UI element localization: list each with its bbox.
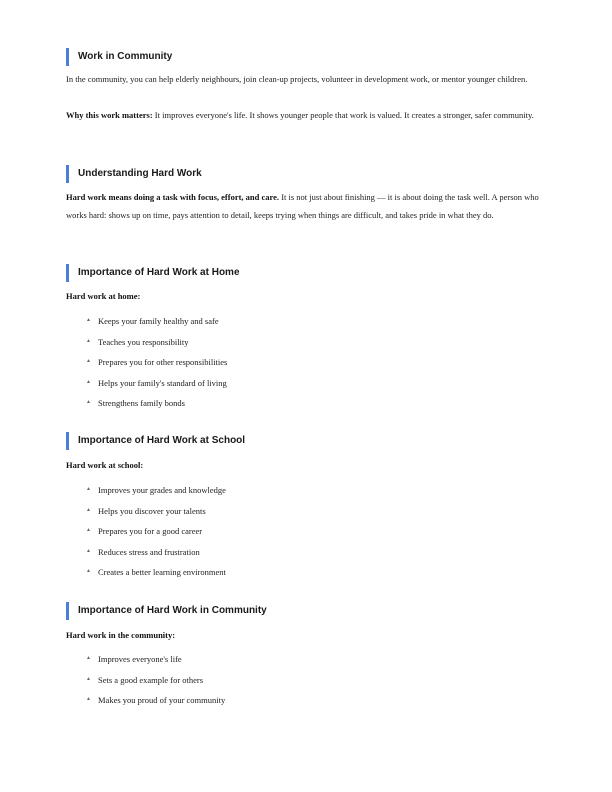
list-item: ▲ Creates a better learning environment: [86, 567, 226, 578]
list-item: ▲ Sets a good example for others: [86, 674, 204, 685]
bullet-list-community: [86, 653, 225, 715]
list-item: ▲ Makes you proud of your community: [86, 695, 226, 706]
triangle-bullet-icon: ▲: [86, 359, 91, 365]
triangle-bullet-icon: ▲: [86, 379, 91, 385]
paragraph-bold-lead: Hard work means doing a task with focus, effort, and care.: [66, 192, 280, 202]
list-item: ▲ Prepares you for other responsibilities: [86, 357, 228, 368]
triangle-bullet-icon: ▲: [86, 507, 91, 513]
paragraph-text: It improves everyone's life. It shows younger people that work is valued. It creates a stronger, safer community.: [152, 110, 534, 120]
list-item: ▲ Improves your grades and knowledge: [86, 485, 226, 495]
list-item: ▲ Helps you discover your talents: [86, 505, 206, 516]
triangle-bullet-icon: ▲: [86, 338, 91, 344]
section-heading-school: Importance of Hard Work at School: [66, 432, 245, 450]
paragraph-hard-work-definition: [66, 188, 548, 224]
list-item: ▲ Reduces stress and frustration: [86, 546, 200, 557]
bullet-list-home: [86, 315, 227, 418]
triangle-bullet-icon: ▲: [86, 676, 91, 682]
list-item: ▲ Strengthens family bonds: [86, 398, 185, 409]
list-item: ▲ Prepares you for a good career: [86, 526, 203, 537]
section-heading-understanding-hard-work: Understanding Hard Work: [66, 165, 202, 183]
triangle-bullet-icon: ▲: [86, 548, 91, 554]
subheading-community: Hard work in the community:: [66, 630, 176, 640]
triangle-bullet-icon: ▲: [86, 487, 91, 492]
list-item: ▲ Improves everyone's life: [86, 654, 182, 664]
triangle-bullet-icon: ▲: [86, 569, 91, 575]
paragraph-text: It is not just about finishing — it is about doing the task well. A person who works hard: shows up on time, pays attention to detail, keeps trying when things are difficult, and takes pride in what they do.: [66, 192, 539, 220]
subheading-school: Hard work at school:: [66, 460, 144, 470]
paragraph-community-intro: [66, 70, 548, 88]
triangle-bullet-icon: ▲: [86, 400, 91, 406]
section-heading-home: Importance of Hard Work at Home: [66, 264, 240, 282]
triangle-bullet-icon: ▲: [86, 318, 91, 323]
paragraph-bold-lead: Why this work matters:: [66, 110, 153, 120]
triangle-bullet-icon: ▲: [86, 528, 91, 534]
triangle-bullet-icon: ▲: [86, 656, 91, 661]
list-item: ▲ Helps your family's standard of living: [86, 377, 227, 388]
paragraph-text: In the community, you can help elderly neighbours, join clean-up projects, volunteer in development work, or mentor younger children.: [66, 74, 528, 84]
triangle-bullet-icon: ▲: [86, 697, 91, 703]
section-heading-community: Importance of Hard Work in Community: [66, 602, 267, 620]
subheading-home: Hard work at home:: [66, 291, 141, 301]
bullet-list-school: [86, 484, 226, 587]
paragraph-why-matters: [66, 106, 548, 124]
list-item: ▲ Teaches you responsibility: [86, 336, 189, 347]
section-heading-work-in-community: Work in Community: [66, 48, 172, 66]
list-item: ▲ Keeps your family healthy and safe: [86, 316, 219, 326]
